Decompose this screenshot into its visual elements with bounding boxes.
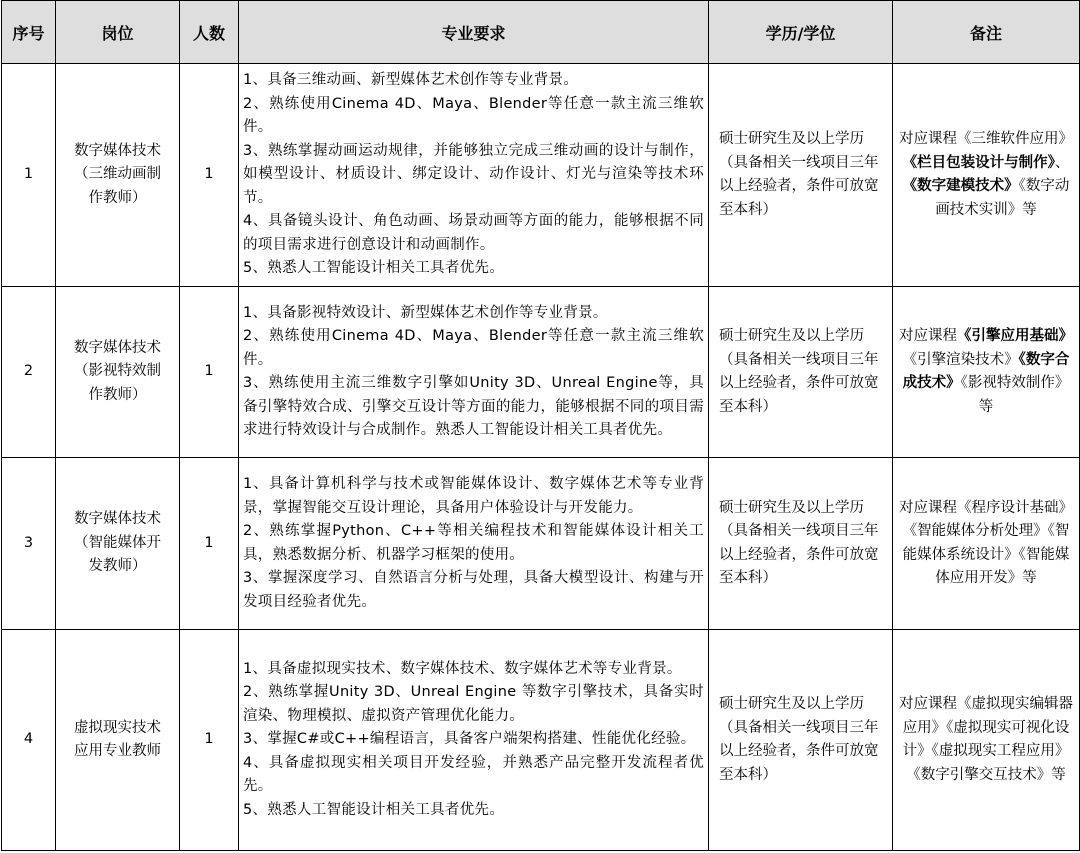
- requirement-item: 3、掌握深度学习、自然语言分析与处理，具备大模型设计、构建与开发项目经验者优先。: [243, 570, 704, 610]
- cell-education: 硕士研究生及以上学历（具备相关一线项目三年以上经验者，条件可放宽至本科）: [709, 458, 893, 630]
- cell-education: 硕士研究生及以上学历（具备相关一线项目三年以上经验者，条件可放宽至本科）: [709, 630, 893, 851]
- position-line: （三维动画制: [74, 166, 161, 183]
- cell-count: 1: [180, 630, 239, 851]
- cell-remarks: [893, 630, 1080, 851]
- remark-course-highlight: 《数字建模技术》: [902, 178, 1019, 194]
- cell-count: 1: [180, 64, 239, 287]
- cell-requirements: [239, 64, 709, 287]
- requirement-item: 5、熟悉人工智能设计相关工具者优先。: [243, 260, 505, 277]
- cell-position: [56, 287, 180, 458]
- cell-position: [56, 64, 180, 287]
- requirement-item: 1、具备影视特效设计、新型媒体艺术创作等专业背景。: [243, 304, 608, 321]
- position-line: 虚拟现实技术: [74, 719, 161, 736]
- header-count: 人数: [180, 1, 239, 64]
- requirement-item: 2、熟练使用Cinema 4D、Maya、Blender等任意一款主流三维软件。: [243, 95, 704, 136]
- remark-text: 对应课程《三维软件应用》: [899, 131, 1073, 147]
- position-line: 作教师）: [88, 189, 147, 206]
- position-line: 发教师）: [88, 558, 147, 575]
- cell-requirements: [239, 630, 709, 851]
- requirement-item: 4、具备镜头设计、角色动画、场景动画等方面的能力，能够根据不同的项目需求进行创意设计和动画制作。: [243, 213, 704, 253]
- remark-text: 《数字动画技术实训》等: [935, 178, 1070, 218]
- table-row: [2, 458, 1080, 630]
- requirement-item: 2、熟练掌握Unity 3D、Unreal Engine 等数字引擎技术，具备实时渲染、物理模拟、虚拟资产管理优化能力。: [243, 684, 704, 724]
- header-education: 学历/学位: [709, 1, 893, 64]
- cell-requirements: [239, 458, 709, 630]
- cell-no: 4: [2, 630, 56, 851]
- remark-course-highlight: 《引擎应用基础》: [957, 328, 1073, 344]
- position-line: （智能媒体开: [74, 534, 161, 551]
- recruitment-table: [1, 0, 1080, 851]
- header-no: 序号: [2, 1, 56, 64]
- requirement-item: 4、具备虚拟现实相关项目开发经验，并熟悉产品完整开发流程者优先。: [243, 754, 704, 795]
- cell-remarks: [893, 287, 1080, 458]
- header-position: 岗位: [56, 1, 180, 64]
- requirement-item: 3、掌握C#或C++编程语言，具备客户端架构搭建、性能优化经验。: [243, 731, 696, 748]
- cell-requirements: [239, 287, 709, 458]
- position-line: 数字媒体技术: [74, 511, 161, 528]
- requirement-item: 3、熟练掌握动画运动规律，并能够独立完成三维动画的设计与制作，如模型设计、材质设计、绑定设计、动作设计、灯光与渲染等技术环节。: [243, 142, 704, 206]
- cell-education: 硕士研究生及以上学历（具备相关一线项目三年以上经验者，条件可放宽至本科）: [709, 287, 893, 458]
- requirement-item: 5、熟悉人工智能设计相关工具者优先。: [243, 801, 505, 818]
- position-line: 应用专业教师: [74, 743, 161, 759]
- requirement-item: 1、具备虚拟现实技术、数字媒体技术、数字媒体艺术等专业背景。: [243, 660, 682, 677]
- cell-position: [56, 630, 180, 851]
- position-line: （影视特效制: [74, 363, 161, 380]
- position-line: 作教师）: [88, 386, 147, 403]
- remark-text: 《影视特效制作》等: [960, 375, 1070, 415]
- table-row: [2, 287, 1080, 458]
- cell-no: 2: [2, 287, 56, 458]
- position-line: 数字媒体技术: [74, 142, 161, 159]
- requirement-item: 2、熟练掌握Python、C++等相关编程技术和智能媒体设计相关工具，熟悉数据分析、机器学习框架的使用。: [243, 523, 704, 563]
- cell-count: 1: [180, 287, 239, 458]
- cell-remarks: [893, 64, 1080, 287]
- remark-text: 对应课程《虚拟现实编辑器应用》《虚拟现实可视化设计》《虚拟现实工程应用》《数字引擎交互技术》等: [899, 696, 1073, 783]
- cell-no: 1: [2, 64, 56, 287]
- remark-text: 对应课程《程序设计基础》《智能媒体分析处理》《智能媒体系统设计》《智能媒体应用开发》等: [899, 499, 1073, 586]
- header-remarks: 备注: [893, 1, 1080, 64]
- remark-text: 《引擎渲染技术》: [902, 351, 1019, 368]
- cell-remarks: [893, 458, 1080, 630]
- cell-count: 1: [180, 458, 239, 630]
- requirement-item: 1、具备计算机科学与技术或智能媒体设计、数字媒体艺术等专业背景，掌握智能交互设计理论，具备用户体验设计与开发能力。: [243, 476, 704, 516]
- cell-position: [56, 458, 180, 630]
- requirement-item: 2、熟练使用Cinema 4D、Maya、Blender等任意一款主流三维软件。: [243, 328, 704, 368]
- header-row: [2, 1, 1080, 64]
- remark-course-highlight: 《栏目包装设计与制作》: [902, 154, 1055, 171]
- cell-education: 硕士研究生及以上学历（具备相关一线项目三年以上经验者，条件可放宽至本科）: [709, 64, 893, 287]
- table-row: [2, 64, 1080, 287]
- requirement-item: 3、熟练使用主流三维数字引擎如Unity 3D、Unreal Engine等，具备引擎特效合成、引擎交互设计等方面的能力，能够根据不同的项目需求进行特效设计与合成制作。熟悉人工智能设计相关工具者优先。: [243, 375, 704, 438]
- cell-no: 3: [2, 458, 56, 630]
- remark-course-highlight: 《数字合成技术》: [902, 351, 1070, 391]
- remark-text: 对应课程: [899, 328, 957, 344]
- header-requirements: 专业要求: [239, 1, 709, 64]
- table-row: [2, 630, 1080, 851]
- remark-text: 、: [1054, 154, 1070, 171]
- requirement-item: 1、具备三维动画、新型媒体艺术创作等专业背景。: [243, 72, 579, 89]
- position-line: 数字媒体技术: [74, 339, 161, 356]
